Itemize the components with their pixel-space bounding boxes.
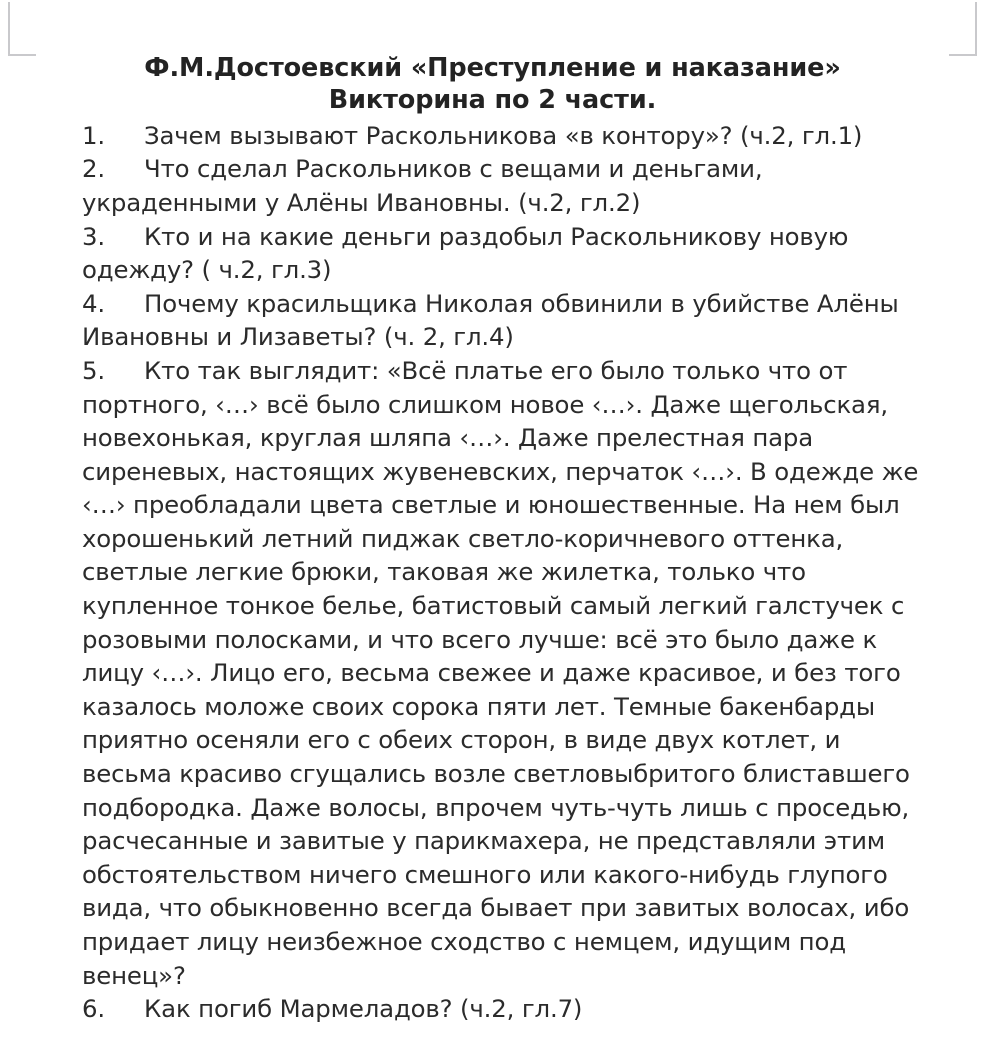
title-line-subtitle: Викторина по 2 части.: [328, 85, 657, 116]
quiz-item-3: [82, 220, 933, 287]
title-line-work: Ф.М.Достоевский «Преступление и наказание»: [144, 53, 841, 83]
quiz-item-6-text: Как погиб Мармеладов? (ч.2, гл.7): [144, 994, 583, 1024]
quiz-item-1: [82, 119, 933, 153]
quiz-item-4-marker: 4.: [82, 288, 105, 318]
quiz-question-list: [82, 119, 933, 1026]
quiz-item-2-text: Что сделал Раскольников с вещами и деньгами, украденными у Алёны Ивановны. (ч.2, гл.2): [82, 154, 763, 217]
quiz-item-1-marker: 1.: [82, 120, 105, 150]
quiz-item-6-marker: 6.: [82, 994, 105, 1024]
quiz-item-5: [82, 354, 933, 992]
quiz-item-3-marker: 3.: [82, 221, 105, 251]
page-title: [82, 52, 933, 117]
quiz-item-2-marker: 2.: [82, 154, 105, 184]
quiz-item-4: [82, 287, 933, 354]
quiz-item-5-text: Кто так выглядит: «Всё платье его было только что от портного, ‹…› всё было слишком новое ‹…›. Даже щегольская, новехонькая, круглая шляпа ‹…›. Даже прелестная пара сиреневых, настоящих жувеневских, перчаток ‹…›. В одежде же ‹…› преобладали цвета светлые и юношественные. На нем был хорошенький летний пиджак светло-коричневого оттенка, светлые легкие брюки, таковая же жилетка, только что купленное тонкое белье, батистовый самый легкий галстучек с розовыми полосками, и что всего лучше: всё это было даже к лицу ‹…›. Лицо его, весьма свежее и даже красивое, и без того казалось моложе своих сорока пяти лет. Темные бакенбарды приятно осеняли его с обеих сторон, в виде двух котлет, и весьма красиво сгущались возле светловыбритого блиставшего подбородка. Даже волосы, впрочем чуть-чуть лишь с проседью, расчесанные и завитые у парикмахера, не представляли этим обстоятельством ничего смешного или какого-нибудь глупого вида, что обыкновенно всегда бывает при завитых волосах, ибо придает лицу неизбежное сходство с немцем, идущим под венец»?: [82, 355, 919, 990]
quiz-item-2: [82, 152, 933, 219]
quiz-item-1-text: Зачем вызывают Раскольникова «в контору»? (ч.2, гл.1): [144, 120, 863, 150]
quiz-item-6: [82, 992, 933, 1026]
quiz-item-3-text: Кто и на какие деньги раздобыл Раскольникову новую одежду? ( ч.2, гл.3): [82, 221, 849, 285]
quiz-item-4-text: Почему красильщика Николая обвинили в убийстве Алёны Ивановны и Лизаветы? (ч. 2, гл.4): [82, 288, 899, 352]
quiz-item-5-marker: 5.: [82, 355, 105, 385]
